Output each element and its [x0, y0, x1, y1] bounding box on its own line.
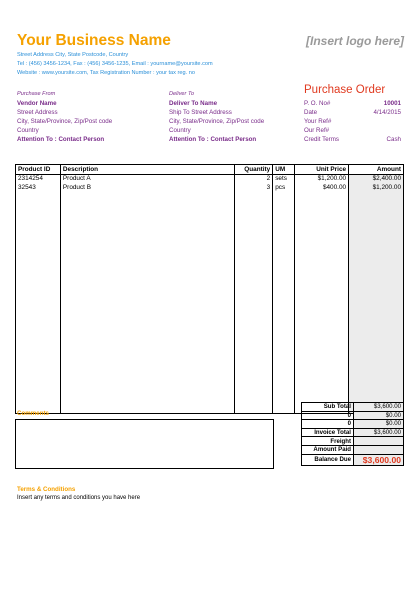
vendor-country: Country	[17, 127, 39, 134]
vendor-attention: Attention To : Contact Person	[17, 136, 105, 143]
our-ref-label: Our Ref#	[304, 127, 330, 134]
amount-paid-row	[302, 445, 404, 454]
cell-product-id: 32543	[16, 184, 61, 193]
tax1-value: $0.00	[354, 411, 404, 420]
deliver-to-attention: Attention To : Contact Person	[169, 136, 257, 143]
cell-quantity: 2	[235, 175, 273, 185]
terms-label: Terms & Conditions	[17, 486, 76, 493]
credit-terms-label: Credit Terms	[304, 136, 339, 143]
po-number-label: P. O. No#	[304, 100, 331, 107]
po-date-label: Date	[304, 109, 318, 116]
freight-label: Freight	[302, 437, 354, 446]
table-empty-rows	[16, 193, 404, 414]
comments-label: Comments	[17, 410, 49, 417]
vendor-name: Vendor Name	[17, 100, 57, 107]
invoice-total-label: Invoice Total	[302, 428, 354, 437]
amount-paid-value	[354, 445, 404, 454]
freight-row	[302, 437, 404, 446]
your-ref-label: Your Ref#	[304, 118, 332, 125]
items-table	[15, 164, 404, 414]
balance-due-value: $3,600.00	[354, 454, 404, 465]
company-name: Your Business Name	[17, 32, 171, 49]
cell-quantity: 3	[235, 184, 273, 193]
purchase-from-label: Purchase From	[17, 91, 56, 97]
deliver-to-label: Deliver To	[169, 91, 194, 97]
po-date-value: 4/14/2015	[373, 109, 401, 116]
freight-value	[354, 437, 404, 446]
cell-unit-price: $1,200.00	[295, 175, 349, 185]
deliver-to-city: City, State/Province, Zip/Post code	[169, 118, 265, 125]
subtotal-row	[302, 403, 404, 412]
invoice-total-value: $3,600.00	[354, 428, 404, 437]
cell-unit-price: $400.00	[295, 184, 349, 193]
cell-description: Product A	[60, 175, 234, 185]
tax2-value: $0.00	[354, 420, 404, 429]
col-header-amount: Amount	[349, 165, 404, 175]
cell-um: sets	[273, 175, 295, 185]
table-row	[16, 175, 404, 185]
table-header-row	[16, 165, 404, 175]
cell-um: pcs	[273, 184, 295, 193]
cell-description: Product B	[60, 184, 234, 193]
col-header-um: UM	[273, 165, 295, 175]
subtotal-value: $3,600.00	[354, 403, 404, 412]
terms-text: Insert any terms and conditions you have here	[17, 495, 141, 501]
credit-terms-value: Cash	[386, 136, 401, 143]
cell-amount: $1,200.00	[349, 184, 404, 193]
deliver-to-street: Ship To Street Address	[169, 109, 232, 116]
subtotal-label: Sub Total	[302, 403, 354, 412]
logo-placeholder: [Insert logo here]	[305, 34, 404, 48]
balance-due-label: Balance Due	[302, 454, 354, 465]
col-header-product-id: Product ID	[16, 165, 61, 175]
deliver-to-country: Country	[169, 127, 191, 134]
vendor-city: City, State/Province, Zip/Post code	[17, 118, 113, 125]
company-address: Street Address City, State Postcode, Country	[17, 52, 129, 58]
cell-amount: $2,400.00	[349, 175, 404, 185]
amount-paid-label: Amount Paid	[302, 445, 354, 454]
tax1-label: 0	[302, 411, 354, 420]
balance-due-row	[302, 454, 404, 465]
tax1-row	[302, 411, 404, 420]
vendor-street: Street Address	[17, 109, 58, 116]
col-header-description: Description	[60, 165, 234, 175]
comments-box[interactable]	[15, 419, 274, 469]
tax2-label: 0	[302, 420, 354, 429]
table-row	[16, 184, 404, 193]
document-title: Purchase Order	[304, 84, 386, 96]
tax2-row	[302, 420, 404, 429]
cell-product-id: 2314254	[16, 175, 61, 185]
deliver-to-name: Deliver To Name	[169, 100, 218, 107]
company-contact: Tel : (456) 3456-1234, Fax : (456) 3456-1235, Email : yourname@yoursite.com	[17, 61, 213, 67]
po-number-value: 10001	[383, 100, 401, 107]
totals-table	[301, 402, 404, 466]
company-website: Website : www.yoursite.com, Tax Registration Number : your tax reg. no	[17, 70, 195, 76]
invoice-total-row	[302, 428, 404, 437]
col-header-unit-price: Unit Price	[295, 165, 349, 175]
col-header-quantity: Quantity	[235, 165, 273, 175]
